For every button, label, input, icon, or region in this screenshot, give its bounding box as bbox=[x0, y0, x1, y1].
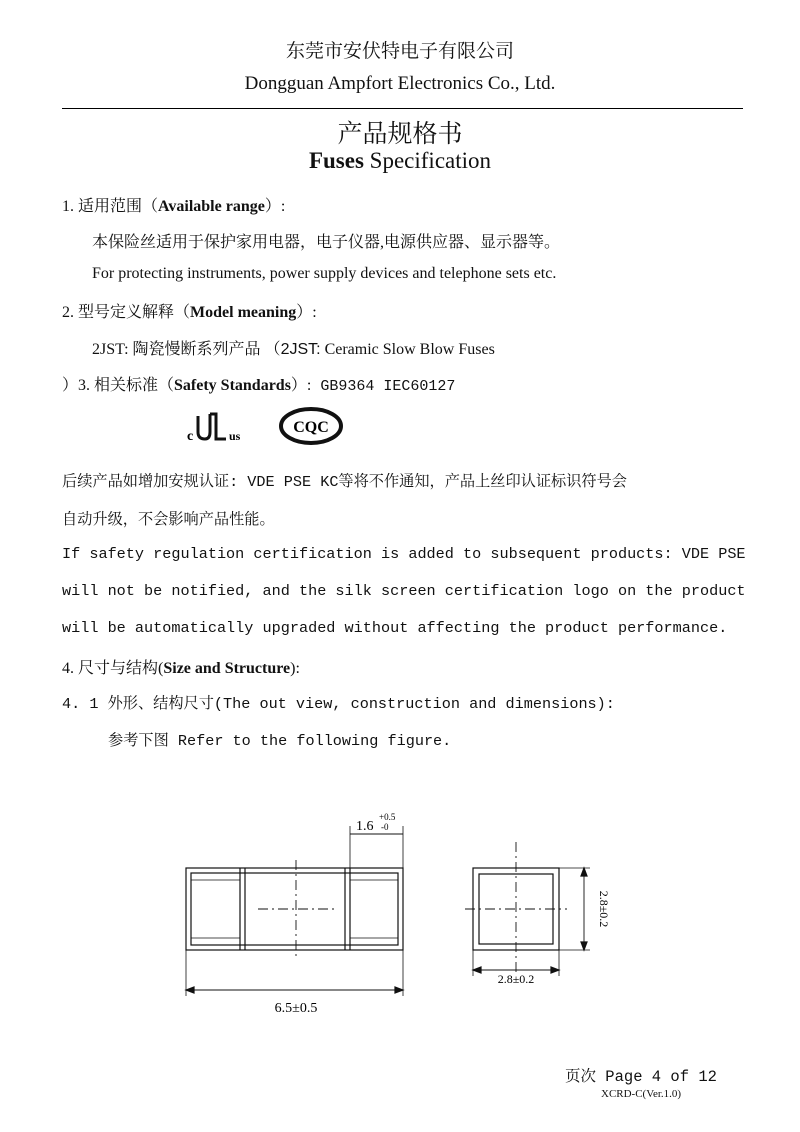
section2-heading bbox=[62, 299, 317, 322]
ul-logo bbox=[186, 408, 250, 444]
company-name-cn: 东莞市安伏特电子有限公司 bbox=[285, 41, 514, 62]
company-name-en: Dongguan Ampfort Electronics Co., Ltd. bbox=[244, 73, 556, 94]
ul-mark-icon bbox=[186, 408, 250, 444]
section3-standards: GB9364 IEC60127 bbox=[311, 378, 456, 395]
section1-line-en: For protecting instruments, power supply devices and telephone sets etc. bbox=[92, 265, 557, 282]
notice-en-line1: If safety regulation certification is added to subsequent products: VDE PSE bbox=[62, 545, 746, 563]
cqc-logo-text: CQC bbox=[293, 419, 329, 436]
dim-length-label: 6.5±0.5 bbox=[274, 1001, 318, 1016]
title-en-bold: Fuses bbox=[308, 148, 364, 173]
section1-heading-en: Available range bbox=[158, 198, 265, 215]
section4-sub-line: 参考下图 Refer to the following figure. bbox=[108, 732, 452, 750]
section1-heading bbox=[62, 193, 285, 216]
notice-cn-line2: 自动升级，不会影响产品性能。 bbox=[62, 511, 275, 529]
cqc-logo bbox=[278, 406, 344, 446]
dim-width-label: 2.8±0.2 bbox=[497, 972, 535, 986]
section2-heading-cn: 2. 型号定义解释（ bbox=[62, 304, 191, 321]
dim-cap-tol-bottom: -0 bbox=[381, 822, 389, 832]
dim-height-label: 2.8±0.2 bbox=[597, 890, 611, 928]
section3-heading-en: Safety Standards bbox=[174, 377, 291, 394]
footer-page: 页次 Page 4 of 12 bbox=[565, 1068, 717, 1086]
section4-heading bbox=[62, 655, 300, 678]
dim-cap-tol-top: +0.5 bbox=[379, 812, 396, 822]
notice-en-line3: will be automatically upgraded without affecting the product performance. bbox=[62, 619, 728, 637]
title-en-rest: Specification bbox=[363, 148, 492, 173]
section2-heading-end: ）: bbox=[296, 304, 317, 321]
section4-heading-cn: 4. 尺寸与结构( bbox=[62, 660, 164, 677]
section1-heading-end: ）: bbox=[264, 198, 286, 215]
footer-doc-code: XCRD-C(Ver.1.0) bbox=[601, 1088, 682, 1100]
title-cn: 产品规格书 bbox=[337, 121, 463, 148]
section2-line bbox=[92, 336, 495, 359]
ul-logo-c: c bbox=[187, 429, 194, 444]
section1-line-cn: 本保险丝适用于保护家用电器，电子仪器,电源供应器、显示器等。 bbox=[92, 234, 561, 251]
section2-heading-en: Model meaning bbox=[190, 304, 297, 321]
cqc-mark-icon bbox=[278, 406, 344, 446]
title-en bbox=[0, 148, 800, 174]
section1-heading-cn: 1. 适用范围（ bbox=[62, 198, 159, 215]
section3-heading-cn: ）3. 相关标准（ bbox=[62, 377, 175, 394]
header-divider bbox=[62, 108, 743, 109]
section4-heading-en: Size and Structure bbox=[163, 660, 291, 677]
section2-line-model: 2JST: bbox=[280, 341, 321, 358]
section4-sub-heading: 4. 1 外形、结构尺寸(The out view, construction and dimensions): bbox=[62, 695, 615, 713]
fuse-dimension-drawing bbox=[0, 800, 800, 1020]
notice-cn-line1: 后续产品如增加安规认证: VDE PSE KC等将不作通知，产品上丝印认证标识符号会 bbox=[62, 473, 627, 491]
notice-en-line2: will not be notified, and the silk screen certification logo on the product bbox=[62, 582, 746, 600]
section2-line-en: Ceramic Slow Blow Fuses bbox=[320, 341, 495, 358]
section3-heading bbox=[62, 372, 455, 395]
dim-cap-label: 1.6 bbox=[356, 819, 374, 834]
ul-logo-us: us bbox=[229, 429, 241, 443]
section3-heading-end: ）: bbox=[290, 377, 312, 394]
section2-line-cn: 2JST: 陶瓷慢断系列产品 （ bbox=[92, 341, 281, 358]
section4-heading-end: ): bbox=[290, 660, 300, 677]
